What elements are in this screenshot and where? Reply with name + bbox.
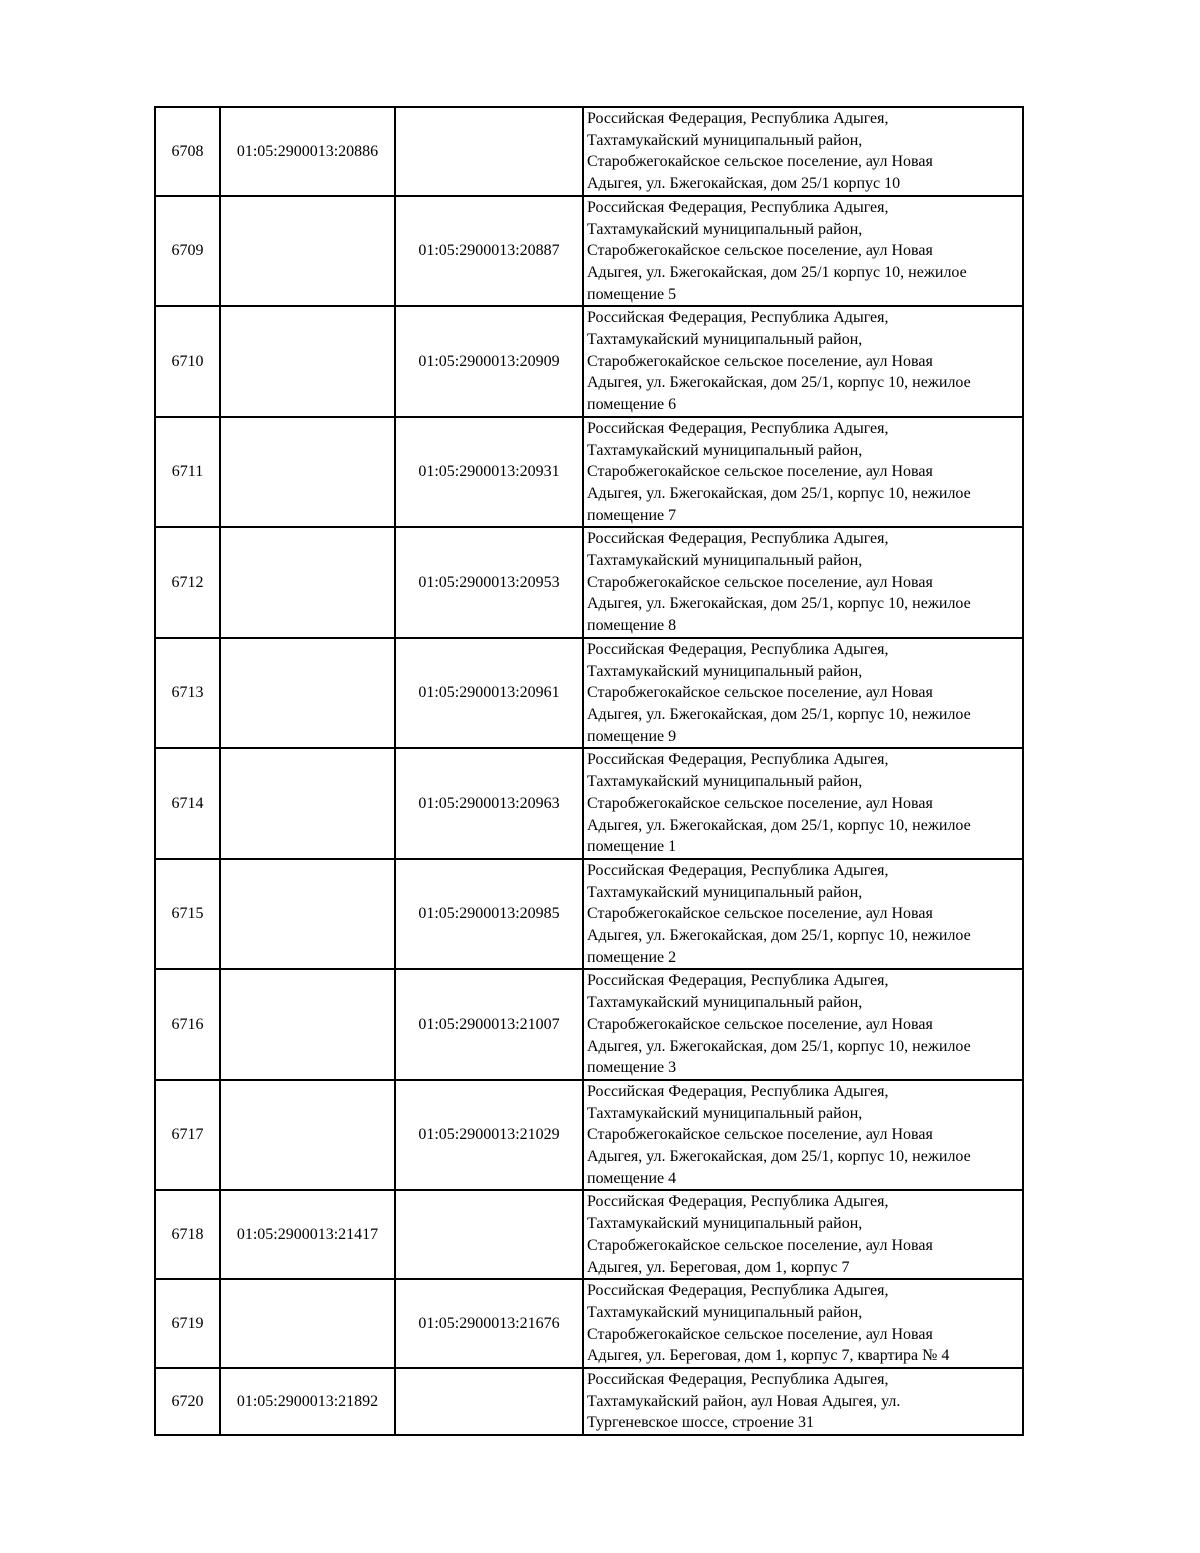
address: Российская Федерация, Республика Адыгея, Тахтамукайский муниципальный район, Старобжегокайское сельское поселение, аул Новая Адыгея, ул. Бжегокайская, дом 25/1, корпус 10, нежилое помещение 6	[583, 306, 1023, 417]
address: Российская Федерация, Республика Адыгея, Тахтамукайский район, аул Новая Адыгея, ул. Тургеневское шоссе, строение 31	[583, 1368, 1023, 1435]
row-number: 6708	[155, 107, 220, 196]
address: Российская Федерация, Республика Адыгея, Тахтамукайский муниципальный район, Старобжегокайское сельское поселение, аул Новая Адыгея, ул. Бжегокайская, дом 25/1, корпус 10, нежилое помещение 1	[583, 748, 1023, 859]
row-number: 6717	[155, 1080, 220, 1191]
cadastral-number-a: 01:05:2900013:20886	[220, 107, 395, 196]
cadastral-number-a	[220, 306, 395, 417]
row-number: 6720	[155, 1368, 220, 1435]
address: Российская Федерация, Республика Адыгея, Тахтамукайский муниципальный район, Старобжегокайское сельское поселение, аул Новая Адыгея, ул. Береговая, дом 1, корпус 7, квартира № 4	[583, 1279, 1023, 1368]
table-row	[155, 859, 1023, 970]
cadastral-number-a: 01:05:2900013:21417	[220, 1190, 395, 1279]
cadastral-number-b	[395, 107, 583, 196]
table-row	[155, 417, 1023, 528]
address: Российская Федерация, Республика Адыгея, Тахтамукайский муниципальный район, Старобжегокайское сельское поселение, аул Новая Адыгея, ул. Бжегокайская, дом 25/1, корпус 10, нежилое помещение 9	[583, 638, 1023, 749]
row-number: 6716	[155, 969, 220, 1080]
cadastral-number-b: 01:05:2900013:20961	[395, 638, 583, 749]
cadastral-number-b: 01:05:2900013:20963	[395, 748, 583, 859]
address: Российская Федерация, Республика Адыгея, Тахтамукайский муниципальный район, Старобжегокайское сельское поселение, аул Новая Адыгея, ул. Бжегокайская, дом 25/1, корпус 10, нежилое помещение 7	[583, 417, 1023, 528]
row-number: 6719	[155, 1279, 220, 1368]
address: Российская Федерация, Республика Адыгея, Тахтамукайский муниципальный район, Старобжегокайское сельское поселение, аул Новая Адыгея, ул. Бжегокайская, дом 25/1 корпус 10	[583, 107, 1023, 196]
cadastral-number-b: 01:05:2900013:20909	[395, 306, 583, 417]
cadastral-number-a	[220, 1279, 395, 1368]
table-row	[155, 1190, 1023, 1279]
address: Российская Федерация, Республика Адыгея, Тахтамукайский муниципальный район, Старобжегокайское сельское поселение, аул Новая Адыгея, ул. Бжегокайская, дом 25/1, корпус 10, нежилое помещение 4	[583, 1080, 1023, 1191]
cadastral-table	[154, 106, 1024, 1436]
cadastral-number-b: 01:05:2900013:20953	[395, 527, 583, 638]
cadastral-number-a	[220, 1080, 395, 1191]
row-number: 6709	[155, 196, 220, 307]
cadastral-number-b: 01:05:2900013:21029	[395, 1080, 583, 1191]
cadastral-number-b	[395, 1190, 583, 1279]
row-number: 6710	[155, 306, 220, 417]
table-row	[155, 969, 1023, 1080]
cadastral-number-b	[395, 1368, 583, 1435]
address: Российская Федерация, Республика Адыгея, Тахтамукайский муниципальный район, Старобжегокайское сельское поселение, аул Новая Адыгея, ул. Бжегокайская, дом 25/1, корпус 10, нежилое помещение 2	[583, 859, 1023, 970]
row-number: 6714	[155, 748, 220, 859]
table-row	[155, 1368, 1023, 1435]
cadastral-number-a	[220, 748, 395, 859]
address: Российская Федерация, Республика Адыгея, Тахтамукайский муниципальный район, Старобжегокайское сельское поселение, аул Новая Адыгея, ул. Бжегокайская, дом 25/1 корпус 10, нежилое помещение 5	[583, 196, 1023, 307]
cadastral-number-b: 01:05:2900013:21007	[395, 969, 583, 1080]
address: Российская Федерация, Республика Адыгея, Тахтамукайский муниципальный район, Старобжегокайское сельское поселение, аул Новая Адыгея, ул. Бжегокайская, дом 25/1, корпус 10, нежилое помещение 8	[583, 527, 1023, 638]
cadastral-number-b: 01:05:2900013:21676	[395, 1279, 583, 1368]
cadastral-number-a	[220, 859, 395, 970]
row-number: 6715	[155, 859, 220, 970]
table-row	[155, 1279, 1023, 1368]
table-row	[155, 638, 1023, 749]
table-row	[155, 306, 1023, 417]
row-number: 6712	[155, 527, 220, 638]
cadastral-number-a	[220, 638, 395, 749]
row-number: 6718	[155, 1190, 220, 1279]
table-body	[155, 107, 1023, 1435]
cadastral-number-a	[220, 417, 395, 528]
address: Российская Федерация, Республика Адыгея, Тахтамукайский муниципальный район, Старобжегокайское сельское поселение, аул Новая Адыгея, ул. Береговая, дом 1, корпус 7	[583, 1190, 1023, 1279]
address: Российская Федерация, Республика Адыгея, Тахтамукайский муниципальный район, Старобжегокайское сельское поселение, аул Новая Адыгея, ул. Бжегокайская, дом 25/1, корпус 10, нежилое помещение 3	[583, 969, 1023, 1080]
table-row	[155, 748, 1023, 859]
row-number: 6711	[155, 417, 220, 528]
table-row	[155, 107, 1023, 196]
cadastral-number-a	[220, 196, 395, 307]
cadastral-number-a	[220, 969, 395, 1080]
row-number: 6713	[155, 638, 220, 749]
cadastral-number-a: 01:05:2900013:21892	[220, 1368, 395, 1435]
cadastral-number-b: 01:05:2900013:20931	[395, 417, 583, 528]
cadastral-number-a	[220, 527, 395, 638]
table-row	[155, 1080, 1023, 1191]
table-row	[155, 196, 1023, 307]
cadastral-number-b: 01:05:2900013:20887	[395, 196, 583, 307]
table-row	[155, 527, 1023, 638]
cadastral-number-b: 01:05:2900013:20985	[395, 859, 583, 970]
